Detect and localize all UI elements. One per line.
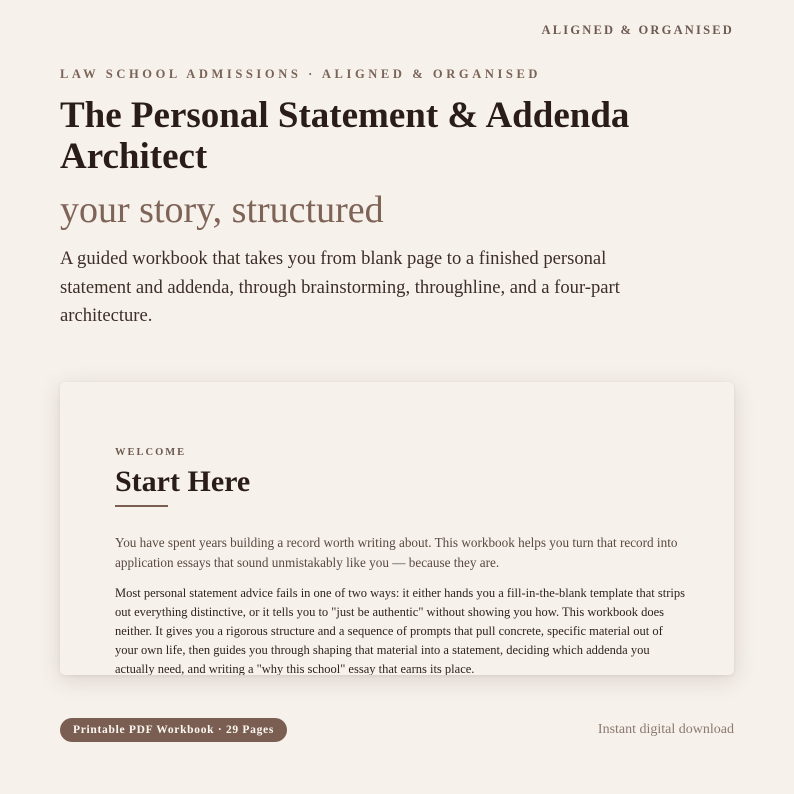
title-divider: [115, 505, 168, 507]
format-badge: Printable PDF Workbook · 29 Pages: [60, 718, 287, 742]
workbook-preview-card: [60, 382, 734, 675]
tagline: your story, structured: [60, 189, 384, 231]
intro-paragraph: A guided workbook that takes you from blank page to a finished personal statement and addenda, through brainstorming, throughline, and a four-part architecture.: [60, 248, 620, 326]
category-eyebrow: LAW SCHOOL ADMISSIONS · ALIGNED & ORGANISED: [60, 67, 542, 81]
preview-eyebrow: WELCOME: [115, 447, 187, 458]
download-note: Instant digital download: [597, 722, 734, 737]
brand-label: ALIGNED & ORGANISED: [541, 23, 734, 37]
preview-lead-paragraph: You have spent years building a record worth writing about. This workbook helps you turn that record into application essays that sound unmistakably like you — because they are.: [115, 535, 678, 570]
preview-title: Start Here: [115, 465, 251, 498]
preview-body-paragraph: Most personal statement advice fails in one of two ways: it either hands you a fill-in-the-blank template that strips out everything distinctive, or it tells you to "just be authentic" without showing you how. This workbook does neither. It gives you a rigorous structure and a sequence of prompts that pull concrete, specific material out of your own life, then guides you through shaping that material into a statement, deciding which addenda you actually need, and writing a "why this school" essay that earns its place.: [115, 586, 685, 675]
page-title: The Personal Statement & Addenda Architect: [60, 95, 630, 177]
